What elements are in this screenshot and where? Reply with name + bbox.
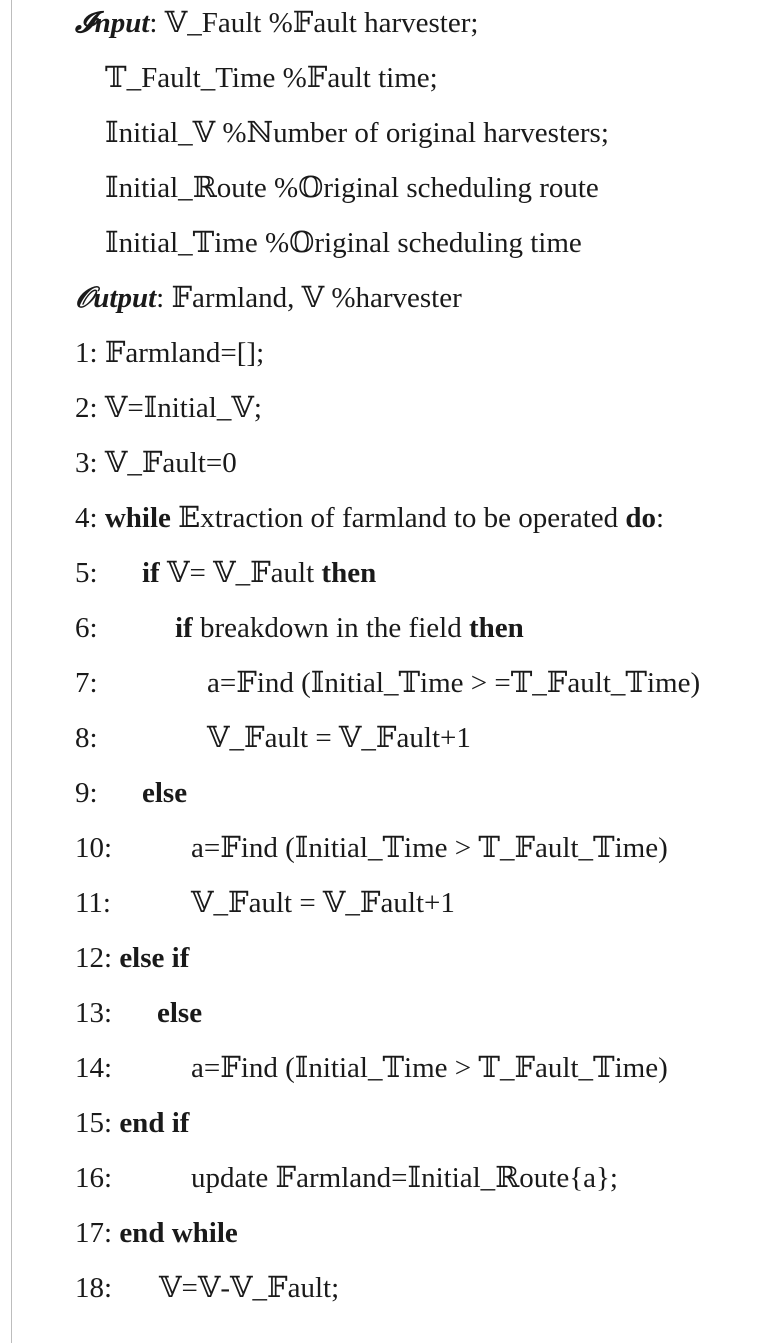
step-text: a=𝔽ind (𝕀nitial_𝕋ime > =𝕋_𝔽ault_𝕋ime) (207, 667, 701, 699)
step-number: 14: (75, 1052, 113, 1084)
input-text-2: 𝕋_Fault_Time %𝔽ault time; (105, 62, 438, 94)
step-line-14 (75, 1051, 668, 1085)
keyword-do: do (625, 502, 657, 534)
step-number: 1: (75, 337, 98, 369)
output-text: : 𝔽armland, 𝕍 %harvester (156, 282, 462, 314)
step-line-11 (75, 886, 455, 920)
step-line-5 (75, 556, 376, 590)
step-text: 𝕍_𝔽ault=0 (104, 447, 237, 479)
step-number: 2: (75, 392, 98, 424)
output-label: 𝒪utput (75, 282, 157, 314)
keyword-if: if (175, 612, 193, 644)
step-text: a=𝔽ind (𝕀nitial_𝕋ime > 𝕋_𝔽ault_𝕋ime) (191, 1052, 668, 1084)
step-line-18 (75, 1271, 339, 1305)
step-line-4 (75, 501, 664, 535)
step-number: 13: (75, 997, 113, 1029)
input-label: 𝓘nput (75, 7, 150, 39)
keyword-else: else (157, 997, 203, 1029)
step-number: 7: (75, 667, 98, 699)
step-number: 18: (75, 1272, 113, 1304)
step-number: 6: (75, 612, 98, 644)
step-number: 16: (75, 1162, 113, 1194)
step-line-10 (75, 831, 668, 865)
output-line (75, 281, 462, 315)
step-text: a=𝔽ind (𝕀nitial_𝕋ime > 𝕋_𝔽ault_𝕋ime) (191, 832, 668, 864)
step-text: 𝔼xtraction of farmland to be operated (170, 502, 626, 534)
step-punct: : (656, 502, 665, 534)
step-number: 17: (75, 1217, 113, 1249)
step-line-16 (75, 1161, 618, 1195)
left-margin-rule (11, 0, 12, 1343)
step-line-7 (75, 666, 700, 700)
keyword-then: then (468, 612, 524, 644)
step-number: 10: (75, 832, 113, 864)
keyword-then: then (321, 557, 377, 589)
step-line-12 (75, 941, 189, 975)
keyword-if: if (142, 557, 160, 589)
step-line-8 (75, 721, 471, 755)
step-line-17 (75, 1216, 238, 1250)
keyword-end-if: end if (119, 1107, 190, 1139)
step-line-6 (75, 611, 524, 645)
input-text-5: 𝕀nitial_𝕋ime %𝕆riginal scheduling time (105, 227, 582, 259)
step-text: breakdown in the field (192, 612, 469, 644)
step-text: update 𝔽armland=𝕀nitial_ℝoute{a}; (191, 1162, 618, 1194)
step-text: 𝕍=𝕍-𝕍_𝔽ault; (159, 1272, 340, 1304)
step-number: 3: (75, 447, 98, 479)
step-number: 9: (75, 777, 98, 809)
keyword-else-if: else if (119, 942, 190, 974)
keyword-end-while: end while (119, 1217, 238, 1249)
input-line-4 (105, 171, 599, 205)
step-text: 𝕍_𝔽ault = 𝕍_𝔽ault+1 (207, 722, 471, 754)
step-number: 4: (75, 502, 98, 534)
step-line-1 (75, 336, 264, 370)
step-number: 15: (75, 1107, 113, 1139)
step-text: 𝕍=𝕀nitial_𝕍; (104, 392, 262, 424)
input-line-2 (105, 61, 438, 95)
input-line-1 (75, 6, 478, 40)
step-text: 𝕍_𝔽ault = 𝕍_𝔽ault+1 (191, 887, 455, 919)
step-line-15 (75, 1106, 189, 1140)
step-line-9 (75, 776, 187, 810)
step-number: 11: (75, 887, 111, 919)
keyword-while: while (104, 502, 171, 534)
step-number: 5: (75, 557, 98, 589)
step-line-13 (75, 996, 202, 1030)
step-line-2 (75, 391, 262, 425)
step-line-3 (75, 446, 237, 480)
keyword-else: else (142, 777, 188, 809)
step-number: 12: (75, 942, 113, 974)
step-number: 8: (75, 722, 98, 754)
input-line-5 (105, 226, 582, 260)
input-text-3: 𝕀nitial_𝕍 %ℕumber of original harvesters; (105, 117, 609, 149)
step-text: 𝔽armland=[]; (104, 337, 265, 369)
step-text: 𝕍= 𝕍_𝔽ault (159, 557, 322, 589)
input-line-3 (105, 116, 609, 150)
input-text-4: 𝕀nitial_ℝoute %𝕆riginal scheduling route (105, 172, 599, 204)
input-text-1: : 𝕍_Fault %𝔽ault harvester; (149, 7, 479, 39)
